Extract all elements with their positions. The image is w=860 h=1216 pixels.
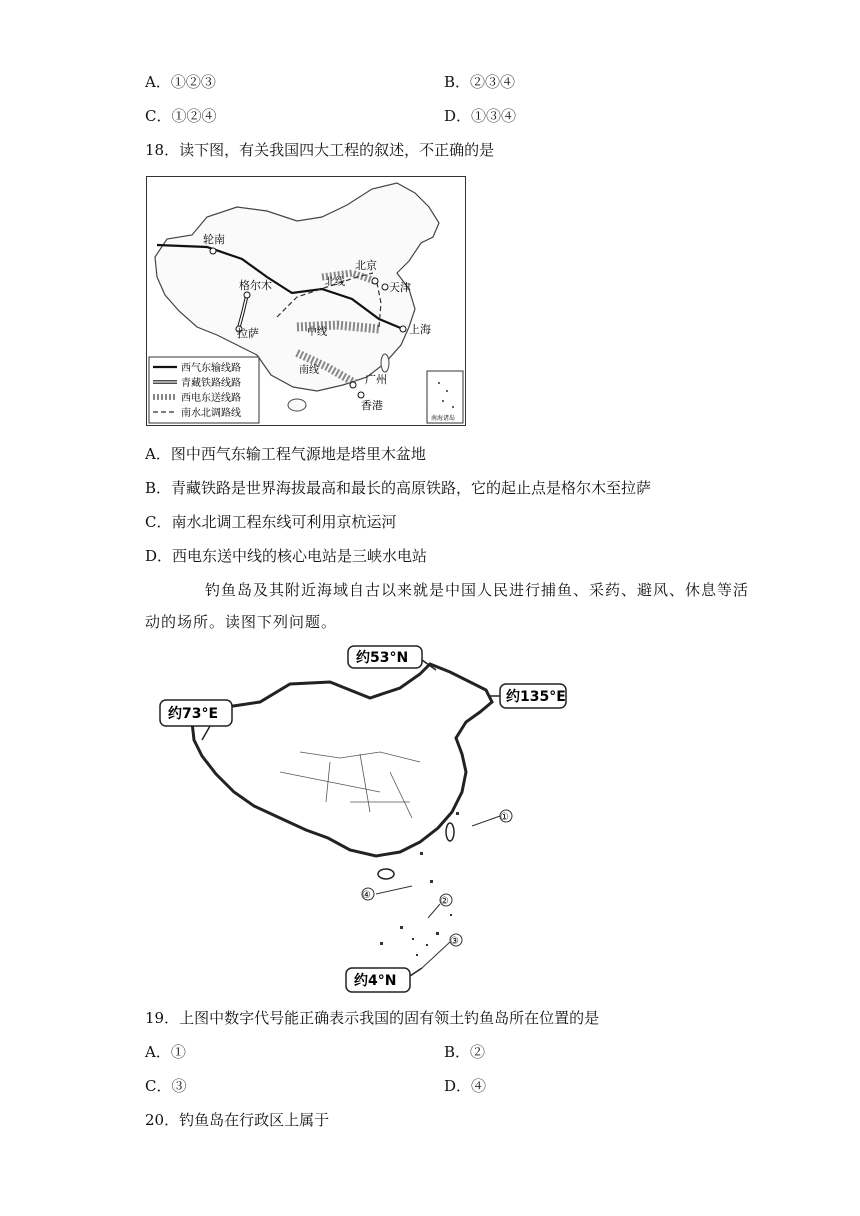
label-tianjin: 天津 [389, 281, 411, 294]
hainan-island [288, 399, 306, 411]
legend-gas: 西气东输线路 [181, 363, 241, 374]
q19-option-c: C．③ [145, 1077, 187, 1095]
inset-label: 南海诸岛 [431, 415, 456, 422]
four-projects-map-svg [147, 177, 465, 425]
south-sea-inset [427, 371, 463, 423]
q18-option-a: A．图中西气东输工程气源地是塔里木盆地 [145, 445, 426, 463]
legend-power: 西电东送线路 [181, 393, 241, 404]
intro-line-2: 动的场所。读图下列问题。 [145, 613, 338, 631]
q19-stem: 19．上图中数字代号能正确表示我国的固有领土钓鱼岛所在位置的是 [145, 1009, 600, 1027]
marker-3: ③ [450, 936, 459, 947]
label-shanghai: 上海 [409, 323, 431, 336]
four-projects-map [146, 176, 466, 426]
legend-water: 南水北调路线 [181, 408, 241, 419]
label-lunnan: 轮南 [203, 233, 225, 246]
label-north-line: 北线 [325, 277, 345, 288]
marker-2: ② [440, 896, 449, 907]
marker-1: ① [500, 812, 509, 823]
q17-option-a: A．①②③ [145, 73, 216, 91]
svg-text:约4°N: 约4°N [354, 973, 397, 989]
q18-option-d: D．西电东送中线的核心电站是三峡水电站 [145, 547, 428, 565]
svg-text:约53°N: 约53°N [356, 650, 409, 666]
callout-53n [348, 646, 436, 670]
svg-text:约73°E: 约73°E [168, 706, 219, 722]
q18-option-b: B．青藏铁路是世界海拔最高和最长的高原铁路，它的起止点是格尔木至拉萨 [145, 479, 652, 497]
q17-option-d: D．①③④ [444, 107, 517, 125]
q19-option-a: A．① [145, 1043, 186, 1061]
map-legend [149, 357, 259, 423]
callout-135e [490, 684, 566, 708]
legend-railway: 青藏铁路线路 [181, 378, 241, 389]
diaoyu-map-svg [150, 642, 570, 994]
intro-line-1: 钓鱼岛及其附近海域自古以来就是中国人民进行捕鱼、采药、避风、休息等活 [205, 581, 750, 599]
callout-4n [346, 968, 422, 992]
label-middle-line: 中线 [307, 327, 327, 338]
marker-4: ④ [362, 890, 371, 901]
q19-option-d: D．④ [444, 1077, 487, 1095]
label-lhasa: 拉萨 [237, 327, 259, 340]
label-golmud: 格尔木 [239, 279, 272, 292]
label-beijing: 北京 [355, 259, 377, 272]
q17-option-b: B．②③④ [444, 73, 516, 91]
label-south-line: 南线 [299, 365, 319, 376]
label-hongkong: 香港 [361, 399, 383, 412]
svg-text:约135°E: 约135°E [506, 689, 566, 705]
label-guangzhou: 广州 [365, 373, 387, 386]
q17-option-c: C．①②④ [145, 107, 217, 125]
taiwan-island [381, 354, 389, 372]
q18-option-c: C．南水北调工程东线可利用京杭运河 [145, 513, 397, 531]
q19-option-b: B．② [444, 1043, 486, 1061]
diaoyu-map [150, 642, 570, 994]
q20-stem: 20．钓鱼岛在行政区上属于 [145, 1111, 330, 1129]
q18-stem: 18．读下图，有关我国四大工程的叙述，不正确的是 [145, 141, 495, 159]
